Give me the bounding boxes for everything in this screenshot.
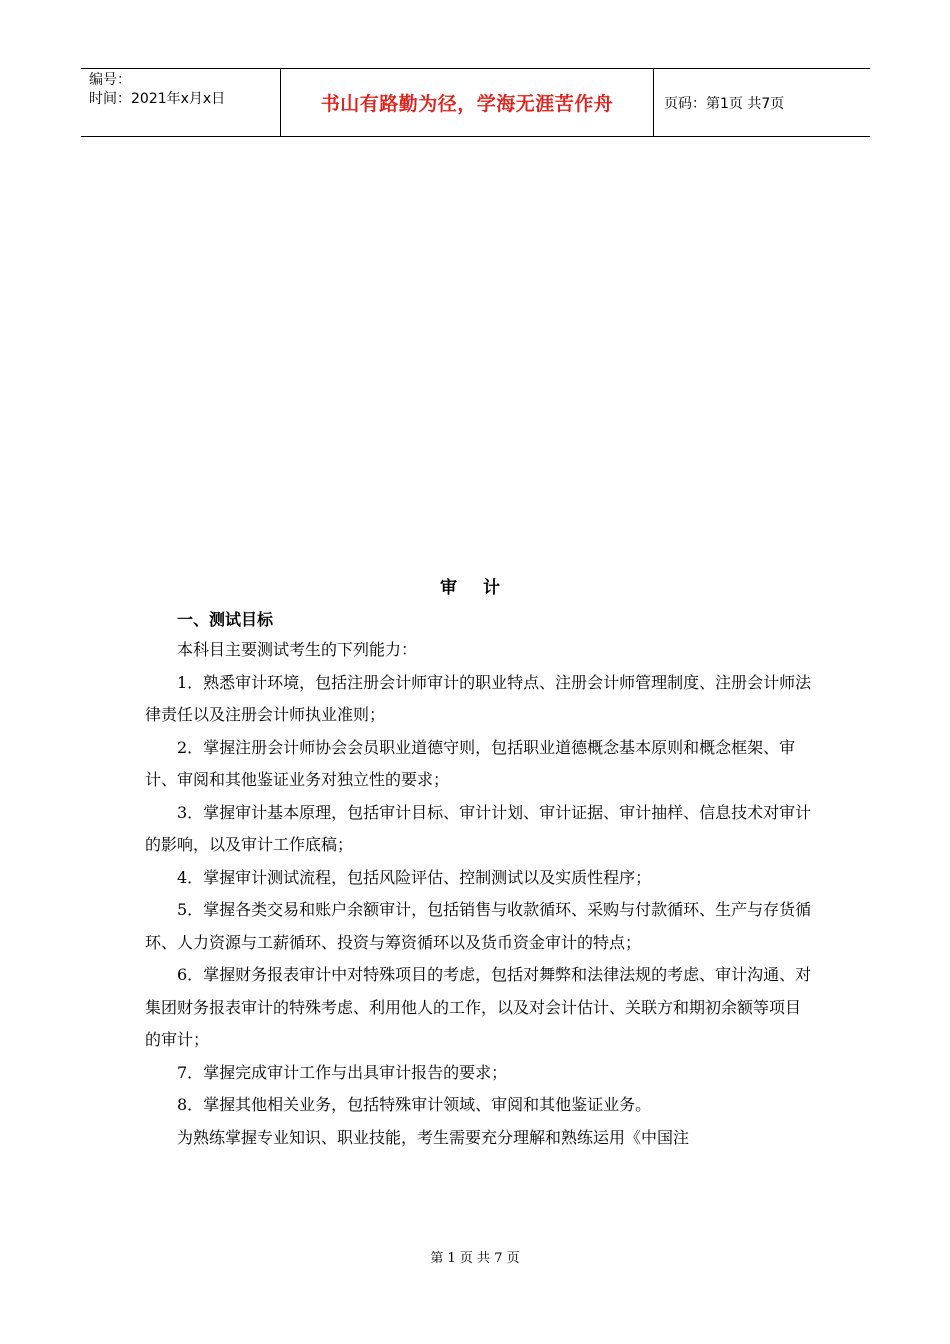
page-header (81, 68, 870, 137)
paragraph: 3．掌握审计基本原理，包括审计目标、审计计划、审计证据、审计抽样、信息技术对审计的影响，以及审计工作底稿； (145, 802, 812, 854)
paragraph: 6．掌握财务报表审计中对特殊项目的考虑，包括对舞弊和法律法规的考虑、审计沟通、对集团财务报表审计的特殊考虑、利用他人的工作，以及对会计估计、关联方和期初余额等项目的审计； (145, 965, 812, 1049)
document-body (145, 606, 813, 1154)
paragraph: 8．掌握其他相关业务，包括特殊审计领域、审阅和其他鉴证业务。 (177, 1095, 652, 1114)
paragraph: 7．掌握完成审计工作与出具审计报告的要求； (177, 1062, 508, 1082)
document-title: 审 计 (440, 578, 510, 598)
paragraph: 本科目主要测试考生的下列能力： (177, 640, 418, 659)
header-motto-cell (281, 69, 654, 136)
number-label: 编号： (89, 72, 131, 88)
paragraph: 5．掌握各类交易和账户余额审计，包括销售与收款循环、采购与付款循环、生产与存货循环、人力资源与工薪循环、投资与筹资循环以及货币资金审计的特点； (145, 900, 812, 952)
header-page-label: 页码：第1页 共7页 (664, 95, 785, 112)
page-footer: 第 1 页 共 7 页 (430, 1251, 520, 1266)
paragraph: 4．掌握审计测试流程，包括风险评估、控制测试以及实质性程序； (177, 867, 652, 887)
motto-text: 书山有路勤为径，学海无涯苦作舟 (320, 93, 614, 115)
paragraph: 2．掌握注册会计师协会会员职业道德守则，包括职业道德概念基本原则和概念框架、审计、审阅和其他鉴证业务对独立性的要求； (145, 737, 796, 789)
paragraph: 为熟练掌握专业知识、职业技能，考生需要充分理解和熟练运用《中国注 (177, 1127, 690, 1147)
section-heading: 一、测试目标 (177, 610, 274, 629)
time-label: 时间：2021年x月x日 (89, 91, 226, 107)
header-meta-cell (81, 69, 281, 136)
paragraph: 1．熟悉审计环境，包括注册会计师审计的职业特点、注册会计师管理制度、注册会计师法律责任以及注册会计师执业准则； (145, 672, 812, 724)
header-page-cell (654, 69, 870, 136)
